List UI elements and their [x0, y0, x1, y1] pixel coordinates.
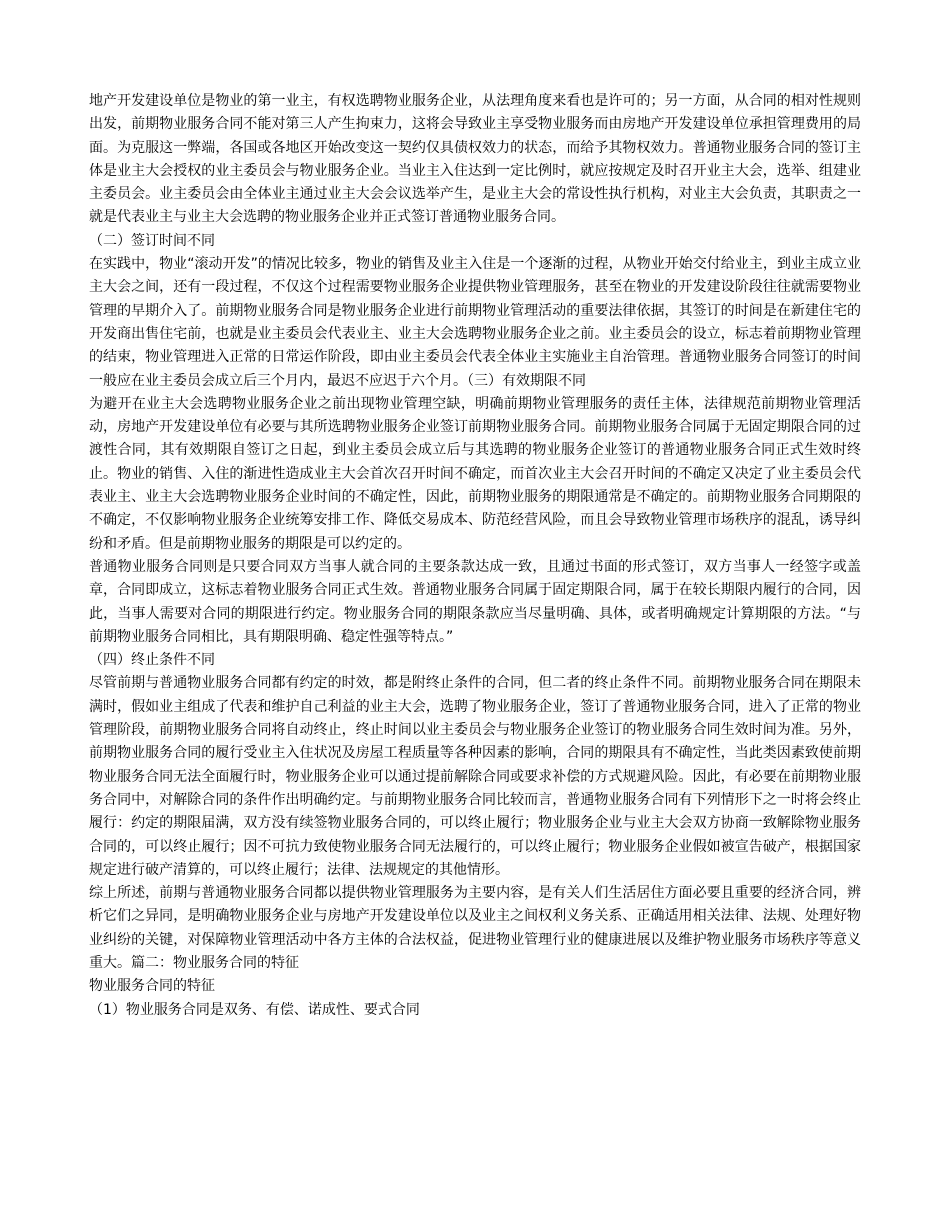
paragraph-developer-first-owner: 地产开发建设单位是物业的第一业主，有权选聘物业服务企业，从法理角度来看也是许可的；另一方面，从合同的相对性规则出发，前期物业服务合同不能对第三人产生拘束力，这将会导致业主享受物业服务而由房地产开发建设单位承担管理费用的局面。为克服这一弊端，各国或各地区开始改变这一契约仅具债权效力的状态，而给予其物权效力。普通物业服务合同的签订主体是业主大会授权的业主委员会与物业服务企业。当业主入住达到一定比例时，就应按规定及时召开业主大会，选举、组建业主委员会。业主委员会由全体业主通过业主大会会议选举产生，是业主大会的常设性执行机构，对业主大会负责，其职责之一就是代表业主与业主大会选聘的物业服务企业并正式签订普通物业服务合同。 [89, 93, 861, 226]
list-item-feature-1: （1）物业服务合同是双务、有偿、诺成性、要式合同 [89, 1001, 420, 1018]
heading-termination-conditions: （四）终止条件不同 [89, 652, 215, 669]
paragraph-termination-conditions: 尽管前期与普通物业服务合同都有约定的时效，都是附终止条件的合同，但二者的终止条件不同。前期物业服务合同在期限未满时，假如业主组成了代表和维护自己利益的业主大会，选聘了物业服务企业，签订了普通物业服务合同，进入了正常的物业管理阶段，前期物业服务合同将自动终止，终止时间以业主委员会与物业服务企业签订的物业服务合同生效时间为准。另外，前期物业服务合同的履行受业主入住状况及房屋工程质量等各种因素的影响，合同的期限具有不确定性，当此类因素致使前期物业服务合同无法全面履行时，物业服务企业可以通过提前解除合同或要求补偿的方式规避风险。因此，有必要在前期物业服务合同中，对解除合同的条件作出明确约定。与前期物业服务合同比较而言，普通物业服务合同有下列情形下之一时将会终止履行：约定的期限届满，双方没有续签物业服务合同的，可以终止履行；物业服务企业与业主大会双方协商一致解除物业服务合同的，可以终止履行；因不可抗力致使物业服务合同无法履行的，可以终止履行；物业服务企业假如被宣告破产，根据国家规定进行破产清算的，可以终止履行；法律、法规规定的其他情形。 [89, 675, 861, 878]
heading-contract-features: 物业服务合同的特征 [89, 978, 215, 995]
paragraph-validity-period-early: 为避开在业主大会选聘物业服务企业之前出现物业管理空缺，明确前期物业管理服务的责任主体，法律规范前期物业管理活动，房地产开发建设单位有必要与其所选聘物业服务企业签订前期物业服务合同。前期物业服务合同属于无固定期限合同的过渡性合同，其有效期限自签订之日起，到业主委员会成立后与其选聘的物业服务企业签订的普通物业服务合同正式生效时终止。物业的销售、入住的渐进性造成业主大会首次召开时间不确定，而首次业主大会召开时间的不确定又决定了业主委员会代表业主、业主大会选聘物业服务企业时间的不确定性，因此，前期物业服务的期限通常是不确定的。前期物业服务合同期限的不确定，不仅影响物业服务企业统筹安排工作、降低交易成本、防范经营风险，而且会导致物业管理市场秩序的混乱，诱导纠纷和矛盾。但是前期物业服务的期限是可以约定的。 [89, 395, 861, 552]
paragraph-validity-period-ordinary: 普通物业服务合同则是只要合同双方当事人就合同的主要条款达成一致，且通过书面的形式签订，双方当事人一经签字或盖章，合同即成立，这标志着物业服务合同正式生效。普通物业服务合同属于固定期限合同，属于在较长期限内履行的合同，因此，当事人需要对合同的期限进行约定。物业服务合同的期限条款应当尽量明确、具体，或者明确规定计算期限的方法。“与前期物业服务合同相比，具有期限明确、稳定性强等特点。” [89, 558, 861, 645]
paragraph-signing-time: 在实践中，物业“滚动开发”的情况比较多，物业的销售及业主入住是一个逐渐的过程，从物业开始交付给业主，到业主成立业主大会之间，还有一段过程，不仅这个过程需要物业服务企业提供物业管理服务，甚至在物业的开发建设阶段往往就需要物业管理的早期介入了。前期物业服务合同是物业服务企业进行前期物业管理活动的重要法律依据，其签订的时间是在新建住宅的开发商出售住宅前，也就是业主委员会代表业主、业主大会选聘物业服务企业之前。业主委员会的设立，标志着前期物业管理的结束，物业管理进入正常的日常运作阶段，即由业主委员会代表全体业主实施业主自治管理。普通物业服务合同签订的时间一般应在业主委员会成立后三个月内，最迟不应迟于六个月。（三）有效期限不同 [89, 256, 861, 389]
paragraph-summary: 综上所述，前期与普通物业服务合同都以提供物业管理服务为主要内容，是有关人们生活居住方面必要且重要的经济合同，辨析它们之异同，是明确物业服务企业与房地产开发建设单位以及业主之间权利义务关系、正确适用相关法律、法规、处理好物业纠纷的关键，对保障物业管理活动中各方主体的合法权益，促进物业管理行业的健康进展以及维护物业服务市场秩序等意义重大。篇二：物业服务合同的特征 [89, 885, 861, 971]
heading-signing-time: （二）签订时间不同 [89, 232, 215, 249]
document-body [89, 90, 861, 1022]
